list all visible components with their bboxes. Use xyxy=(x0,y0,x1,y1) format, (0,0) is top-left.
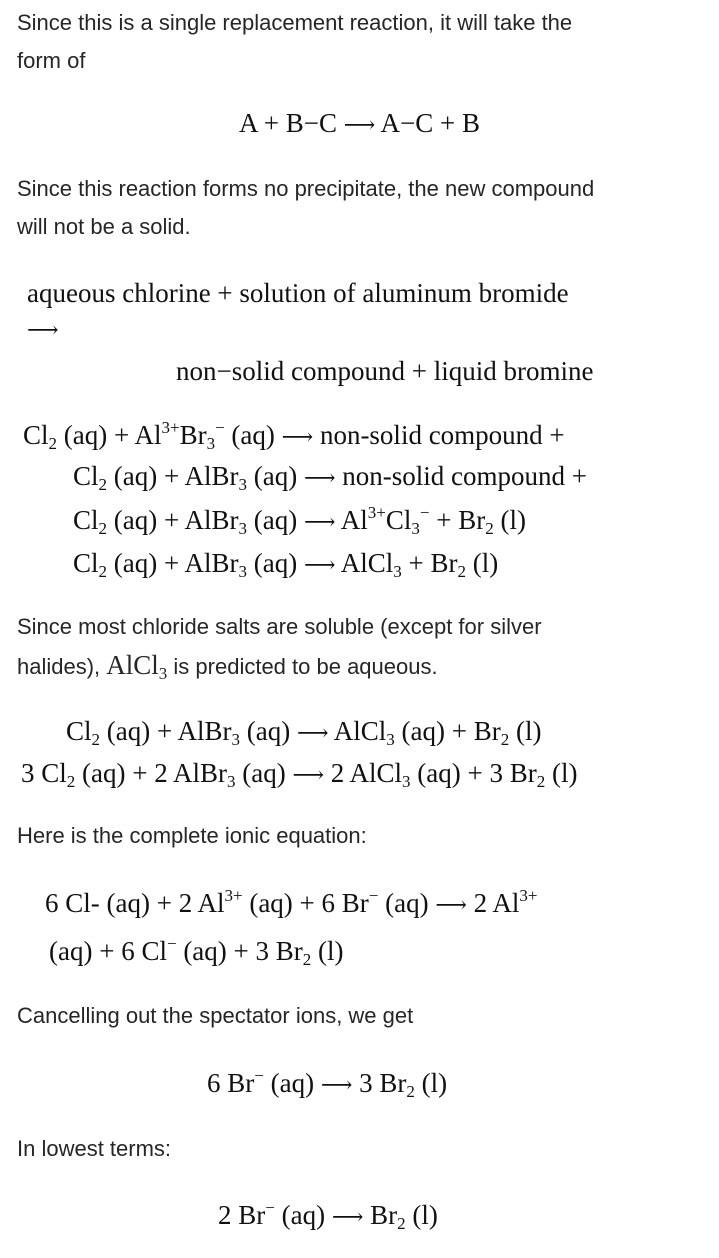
arrow-icon: ⟶ xyxy=(303,510,336,535)
coefficient: 2 xyxy=(330,758,345,788)
subscript: 2 xyxy=(91,730,101,749)
chlorine-symbol: Cl xyxy=(41,758,67,788)
state-aq: (aq) xyxy=(246,716,291,746)
aluminum-chloride: AlCl xyxy=(340,548,394,578)
plus-sign: + xyxy=(113,420,130,450)
arrow-icon: ⟶ xyxy=(281,425,314,450)
paragraph-no-precipitate-line-2: will not be a solid. xyxy=(17,214,191,239)
subscript: 2 xyxy=(98,475,108,494)
charge: − xyxy=(166,934,177,953)
aluminum-bromide: AlBr xyxy=(172,758,227,788)
subscript: 2 xyxy=(98,562,108,581)
subscript: 2 xyxy=(66,772,76,791)
equation-6-balanced xyxy=(21,756,577,793)
state-aq: (aq) xyxy=(113,461,158,491)
arrow-icon: ⟶ xyxy=(320,1073,353,1098)
coefficient: 6 xyxy=(321,888,336,918)
state-aq: (aq) xyxy=(242,758,286,788)
state-aq: (aq) xyxy=(249,888,293,918)
subscript: 2 xyxy=(485,519,494,538)
aluminum-symbol: Al xyxy=(340,505,368,535)
plus-sign: + xyxy=(233,936,249,966)
charge: 3+ xyxy=(519,886,538,905)
aluminum-chloride: AlCl xyxy=(106,650,159,680)
chloride-ion: Cl- xyxy=(65,888,100,918)
equation-1 xyxy=(23,418,565,455)
product-text: non-solid compound + xyxy=(342,461,587,491)
plus-sign: + xyxy=(163,461,180,491)
subscript: 2 xyxy=(48,434,58,453)
state-aq: (aq) xyxy=(183,936,227,966)
state-aq: (aq) xyxy=(253,461,298,491)
ionic-equation-line-2 xyxy=(49,934,344,968)
state-aq: (aq) xyxy=(281,1200,326,1230)
plus-sign: + xyxy=(99,936,115,966)
aluminum-bromide: AlBr xyxy=(184,505,239,535)
state-aq: (aq) xyxy=(106,716,151,746)
charge: − xyxy=(254,1066,264,1085)
aluminum-chloride: AlCl xyxy=(333,716,387,746)
bromine-symbol: Br xyxy=(458,505,486,535)
plus-sign: + xyxy=(299,888,315,918)
state-aq: (aq) xyxy=(49,936,93,966)
state-l: (l) xyxy=(421,1068,448,1098)
coefficient: 2 xyxy=(154,758,168,788)
subscript: 3 xyxy=(206,434,216,453)
subscript: 3 xyxy=(386,730,395,749)
plus-sign: + xyxy=(132,758,148,788)
chlorine-symbol: Cl xyxy=(73,461,99,491)
plus-sign: + xyxy=(467,758,483,788)
paragraph-intro-line-2: form of xyxy=(17,48,86,73)
subscript: 3 xyxy=(231,730,240,749)
state-aq: (aq) xyxy=(253,505,298,535)
chlorine-symbol: Cl xyxy=(23,420,49,450)
plus-sign: + xyxy=(163,505,180,535)
aluminum-chloride: AlCl xyxy=(349,758,403,788)
state-aq: (aq) xyxy=(253,548,298,578)
aluminum-bromide: AlBr xyxy=(184,461,239,491)
state-l: (l) xyxy=(500,505,526,535)
subscript: 3 xyxy=(402,772,411,791)
arrow-icon: ⟶ xyxy=(292,763,324,788)
plus-sign: + xyxy=(156,888,172,918)
subscript: 2 xyxy=(302,950,312,969)
subscript: 3 xyxy=(238,475,247,494)
coefficient: 6 xyxy=(207,1068,221,1098)
subscript: 2 xyxy=(397,1214,406,1233)
state-l: (l) xyxy=(472,548,499,578)
general-form-right: A−C + B xyxy=(380,108,481,138)
charge: 3+ xyxy=(161,418,180,437)
state-aq: (aq) xyxy=(113,505,158,535)
plus-sign: + xyxy=(451,716,467,746)
arrow-icon: ⟶ xyxy=(331,1205,364,1230)
plus-sign: + xyxy=(408,548,424,578)
state-aq: (aq) xyxy=(401,716,445,746)
state-aq: (aq) xyxy=(385,888,429,918)
coefficient: 3 xyxy=(489,758,503,788)
state-l: (l) xyxy=(318,936,344,966)
paragraph-solubility-line-2 xyxy=(17,646,438,686)
bromine-symbol: Br xyxy=(379,1068,407,1098)
bromine-symbol: Br xyxy=(509,758,537,788)
word-equation-line-3: non−solid compound + liquid bromine xyxy=(176,356,594,386)
chlorine-symbol: Cl xyxy=(73,505,99,535)
subscript: 3 xyxy=(238,519,247,538)
general-form-left: A + B−C xyxy=(238,108,337,138)
charge: − xyxy=(368,886,379,905)
product-text: non-solid compound + xyxy=(319,420,565,450)
paragraph-solubility-line-1: Since most chloride salts are soluble (except for silver xyxy=(17,614,542,639)
coefficient: 2 xyxy=(473,888,488,918)
ionic-equation-line-1 xyxy=(45,886,538,923)
paragraph-ionic-equation: Here is the complete ionic equation: xyxy=(17,823,367,848)
equation-5 xyxy=(66,714,541,751)
equation-4 xyxy=(73,546,498,583)
bromine-symbol: Br xyxy=(179,420,207,450)
subscript: 3 xyxy=(226,772,236,791)
bromine-symbol: Br xyxy=(370,1200,398,1230)
arrow-icon: ⟶ xyxy=(303,466,336,491)
charge: − xyxy=(265,1198,275,1217)
subscript: 3 xyxy=(411,519,420,538)
paragraph-spectator-ions: Cancelling out the spectator ions, we get xyxy=(17,1003,414,1028)
bromine-symbol: Br xyxy=(238,1200,266,1230)
subscript: 2 xyxy=(406,1082,415,1101)
coefficient: 6 xyxy=(45,888,59,918)
subscript: 2 xyxy=(536,772,546,791)
aluminum-symbol: Al xyxy=(492,888,520,918)
state-aq: (aq) xyxy=(270,1068,315,1098)
aluminum-bromide: AlBr xyxy=(177,716,232,746)
state-aq: (aq) xyxy=(82,758,126,788)
solubility-text-post: is predicted to be aqueous. xyxy=(167,654,438,679)
subscript: 2 xyxy=(500,730,510,749)
subscript: 2 xyxy=(98,519,108,538)
coefficient: 6 xyxy=(121,936,135,966)
chlorine-symbol: Cl xyxy=(141,936,167,966)
coefficient: 3 xyxy=(21,758,35,788)
state-aq: (aq) xyxy=(106,888,150,918)
state-aq: (aq) xyxy=(113,548,158,578)
coefficient: 3 xyxy=(359,1068,373,1098)
aluminum-bromide: AlBr xyxy=(184,548,239,578)
chlorine-symbol: Cl xyxy=(66,716,92,746)
paragraph-intro-line-1: Since this is a single replacement reaction, it will take the xyxy=(17,10,573,35)
charge: − xyxy=(215,418,225,437)
net-ionic-equation xyxy=(207,1066,447,1103)
subscript: 2 xyxy=(457,562,467,581)
charge: − xyxy=(419,503,430,522)
state-aq: (aq) xyxy=(63,420,108,450)
equation-2 xyxy=(73,459,587,496)
chlorine-symbol: Cl xyxy=(73,548,99,578)
subscript: 3 xyxy=(238,562,247,581)
general-form-equation xyxy=(0,106,719,143)
state-aq: (aq) xyxy=(231,420,275,450)
bromine-symbol: Br xyxy=(473,716,501,746)
bromine-symbol: Br xyxy=(341,888,369,918)
arrow-icon: ⟶ xyxy=(343,113,376,138)
solubility-text-pre: halides), xyxy=(17,654,107,679)
state-l: (l) xyxy=(412,1200,438,1230)
arrow-icon: ⟶ xyxy=(435,893,467,918)
plus-sign: + xyxy=(156,716,173,746)
arrow-icon: ⟶ xyxy=(296,721,329,746)
state-aq: (aq) xyxy=(417,758,461,788)
lowest-terms-equation xyxy=(218,1198,438,1235)
bromine-symbol: Br xyxy=(227,1068,255,1098)
bromine-symbol: Br xyxy=(430,548,458,578)
arrow-icon: ⟶ xyxy=(27,318,59,343)
arrow-icon: ⟶ xyxy=(303,553,336,578)
equation-3 xyxy=(73,503,526,540)
aluminum-symbol: Al xyxy=(134,420,162,450)
chlorine-symbol: Cl xyxy=(385,505,412,535)
coefficient: 2 xyxy=(178,888,193,918)
aluminum-chloride-inline xyxy=(106,650,168,683)
paragraph-no-precipitate-line-1: Since this reaction forms no precipitate, the new compound xyxy=(17,176,595,201)
bromine-symbol: Br xyxy=(275,936,303,966)
charge: 3+ xyxy=(367,503,386,522)
aluminum-symbol: Al xyxy=(197,888,225,918)
charge: 3+ xyxy=(224,886,243,905)
coefficient: 2 xyxy=(218,1200,232,1230)
state-l: (l) xyxy=(551,758,578,788)
word-equation-line-1: aqueous chlorine + solution of aluminum bromide xyxy=(27,278,569,308)
plus-sign: + xyxy=(163,548,180,578)
paragraph-lowest-terms: In lowest terms: xyxy=(17,1136,172,1161)
plus-sign: + xyxy=(436,505,452,535)
coefficient: 3 xyxy=(255,936,270,966)
subscript: 3 xyxy=(393,562,402,581)
state-l: (l) xyxy=(515,716,542,746)
subscript: 3 xyxy=(158,664,168,683)
